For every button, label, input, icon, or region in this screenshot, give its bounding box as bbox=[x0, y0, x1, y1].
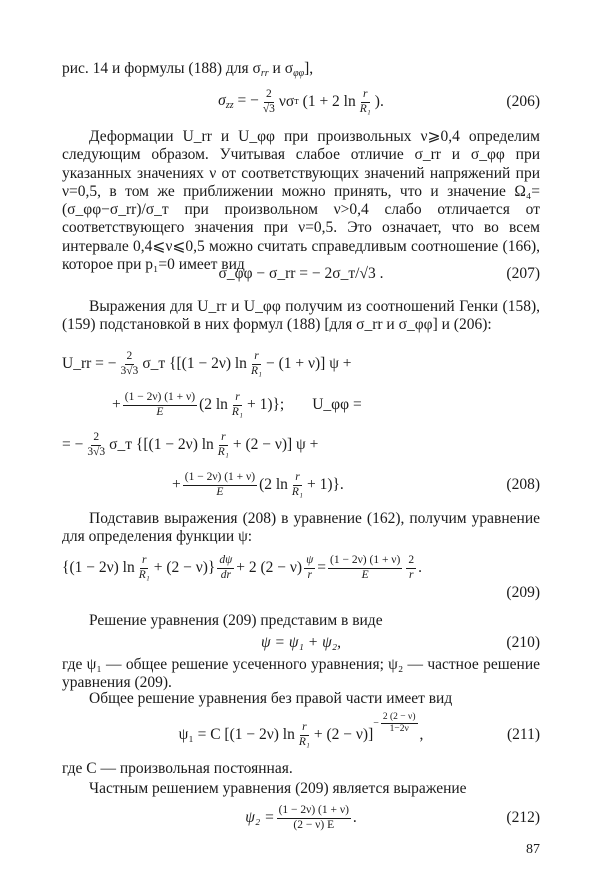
den: R₁ bbox=[298, 735, 310, 748]
equation-number: (210) bbox=[506, 633, 540, 651]
num: r bbox=[140, 554, 148, 568]
equation-209: {(1 − 2ν) ln $\frac{r}{\text{R₁}}$ + (2 − ν)} $\frac{d\psi}{dr}$ + 2 (2 − ν) $\frac{\psi}{r}$ = $\frac{(1 - 2\nu) (1 + \nu)}{E}$ $\frac{2}{r}$ . bbox=[62, 554, 422, 581]
sym: σ_т {[(1 − 2ν) ln bbox=[109, 435, 214, 453]
den: 3√3 bbox=[120, 364, 139, 377]
sym: + (2 − ν)} bbox=[153, 558, 216, 576]
den: E bbox=[156, 405, 164, 418]
den: R₁ bbox=[138, 568, 150, 581]
fraction bbox=[85, 431, 107, 458]
equation-number: (208) bbox=[506, 475, 540, 493]
fraction bbox=[261, 88, 277, 115]
sub: φφ bbox=[293, 68, 305, 79]
den: R₁ bbox=[359, 102, 371, 115]
sym: {(1 − 2ν) ln bbox=[62, 558, 135, 576]
sym: σ_φφ − σ_rr = − 2σ_т/√3 . bbox=[218, 264, 384, 282]
den: E bbox=[216, 485, 224, 498]
fraction bbox=[328, 554, 402, 581]
den: R₁ bbox=[231, 405, 243, 418]
sym: ψ = ψ₁ + ψ₂, bbox=[261, 633, 341, 651]
sym: . bbox=[352, 808, 357, 826]
num: r bbox=[361, 88, 369, 102]
fraction bbox=[297, 721, 312, 748]
num: r bbox=[252, 350, 260, 364]
sym: + 1)}. bbox=[306, 475, 344, 493]
sym: (1 + 2 ln bbox=[302, 92, 356, 110]
fraction bbox=[290, 471, 305, 498]
equation-207 bbox=[62, 262, 540, 286]
line-ref bbox=[62, 60, 540, 80]
den: 3√3 bbox=[87, 445, 106, 458]
den: r bbox=[307, 568, 312, 581]
num: dψ bbox=[217, 554, 234, 568]
equation-number: (211) bbox=[507, 725, 540, 743]
sym: + (2 − ν)] ψ + bbox=[232, 435, 319, 453]
equation-number: (209) bbox=[506, 583, 540, 601]
paragraph: Общее решение уравнения без правой части имеет вид bbox=[89, 690, 453, 707]
sym: + 2 (2 − ν) bbox=[236, 558, 303, 576]
num: (1 − 2ν) (1 + ν) bbox=[123, 391, 197, 405]
text: ], bbox=[304, 60, 314, 77]
den: 1−2ν bbox=[389, 723, 409, 734]
num: 2 bbox=[264, 88, 274, 102]
fraction bbox=[249, 350, 264, 377]
fraction bbox=[406, 554, 416, 581]
equation-208-line-4: + $\frac{(1 - 2\nu) (1 + \nu)}{E}$ (2 ln $\frac{r}{\text{R₁}}$ + 1)}. (208) bbox=[172, 471, 540, 498]
num: 2 bbox=[406, 554, 416, 568]
paragraph: Подставив выражения (208) в уравнение (162), получим уравнение для определения функции ψ: bbox=[62, 510, 540, 546]
equation-number: (207) bbox=[506, 264, 540, 282]
equation-number: (206) bbox=[506, 92, 540, 110]
den: r bbox=[408, 568, 414, 581]
sym: = − bbox=[233, 92, 259, 110]
text: рис. 14 и формулы (188) для σ bbox=[62, 60, 261, 77]
equation-208-line-1 bbox=[62, 346, 540, 382]
num: (1 − 2ν) (1 + ν) bbox=[183, 471, 257, 485]
sym: (2 ln bbox=[259, 475, 288, 493]
sub: zz bbox=[225, 100, 234, 112]
sym: νσ bbox=[278, 92, 295, 110]
equation-number: (212) bbox=[506, 808, 540, 826]
den: R₁ bbox=[250, 364, 262, 377]
sym: = − bbox=[62, 435, 84, 453]
sym: + (2 − ν)] bbox=[313, 725, 374, 743]
sym: ψ₁ = C [(1 − 2ν) ln bbox=[178, 725, 295, 743]
text: и σ bbox=[268, 60, 294, 77]
den: E bbox=[361, 568, 369, 581]
fraction bbox=[230, 391, 245, 418]
num: r bbox=[219, 431, 227, 445]
fraction bbox=[358, 88, 373, 115]
fraction bbox=[216, 431, 231, 458]
fraction bbox=[137, 554, 152, 581]
num: (1 − 2ν) (1 + ν) bbox=[277, 804, 351, 818]
equation-206 bbox=[62, 84, 540, 120]
num: ψ bbox=[304, 554, 315, 568]
sym: ψ₂ = bbox=[245, 808, 275, 826]
equation-210 bbox=[62, 632, 540, 654]
fraction bbox=[277, 804, 351, 831]
paragraph: Частным решением уравнения (209) является выражение bbox=[89, 780, 467, 797]
sym: σ bbox=[218, 92, 226, 110]
paragraph: Решение уравнения (209) представим в виде bbox=[89, 612, 383, 629]
fraction bbox=[217, 554, 234, 581]
den: R₁ bbox=[291, 485, 303, 498]
paragraph: Выражения для U_rr и U_φφ получим из соотношений Генки (158), (159) подстановкой в них формул (188) [для σ_rr и σ_φφ] и (206): bbox=[62, 298, 540, 334]
num: (1 − 2ν) (1 + ν) bbox=[328, 554, 402, 568]
num: 2 bbox=[91, 431, 101, 445]
paragraph: где C — произвольная постоянная. bbox=[62, 760, 293, 777]
equation-208-line-3 bbox=[62, 425, 540, 465]
sym: − (1 + ν)] ψ + bbox=[265, 354, 352, 372]
num: 2 bbox=[125, 350, 135, 364]
sym: , bbox=[419, 725, 424, 743]
sym: ). bbox=[374, 92, 384, 110]
num: 2 (2 − ν) bbox=[382, 712, 416, 722]
fraction bbox=[304, 554, 315, 581]
den: R₁ bbox=[217, 445, 229, 458]
page-number: 87 bbox=[526, 842, 540, 857]
equation-209-number-row bbox=[62, 583, 540, 603]
sym: U_φφ = bbox=[312, 395, 362, 413]
den: √3 bbox=[262, 102, 275, 115]
fraction bbox=[123, 391, 197, 418]
num: r bbox=[233, 391, 241, 405]
sym: σ_т {[(1 − 2ν) ln bbox=[142, 354, 247, 372]
paragraph: Деформации U_rr и U_φφ при произвольных ν⩾0,4 определим следующим образом. Учитывая слабое отличие σ_rr и σ_φφ при указанных значениях ν от соответствующих значений напряжений при ν=0,5, в том же приближении можно принять, что и значение Ω₄=(σ_φφ−σ_rr)/σ_т при произвольном ν>0,4 слабо отличается от соответствующего значения при ν=0,5. Это означает, что во всем интервале 0,4⩽ν⩽0,5 можно считать справедливым соотношение (166), которое при p₁=0 имеет вид bbox=[62, 128, 540, 273]
equation-208-line-2: + $\frac{(1 - 2\nu) (1 + \nu)}{E}$ (2 ln $\frac{r}{\text{R₁}}$ + 1)}; U_φφ = bbox=[112, 391, 362, 418]
den: (2 − ν) E bbox=[293, 818, 335, 831]
exponent-fraction bbox=[381, 712, 418, 735]
fraction bbox=[119, 350, 141, 377]
sym: U_rr = − bbox=[62, 354, 117, 372]
paragraph: где ψ₁ — общее решение усеченного уравнения; ψ₂ — частное решение уравнения (209). bbox=[62, 656, 540, 692]
num: r bbox=[300, 721, 308, 735]
equation-212 bbox=[62, 798, 540, 838]
sub: rr bbox=[260, 68, 269, 79]
equation-211: ψ₁ = C [(1 − 2ν) ln $\frac{r}{\text{R₁}}$ + (2 − ν)] − $\frac{2 (2 - \nu)}{1-2\nu}$ , (211) bbox=[178, 712, 540, 748]
den: dr bbox=[220, 568, 231, 581]
sym: (2 ln bbox=[199, 395, 228, 413]
sub: т bbox=[294, 96, 299, 108]
sym: = bbox=[317, 558, 327, 576]
fraction bbox=[183, 471, 257, 498]
sym: + 1)}; bbox=[246, 395, 285, 413]
num: r bbox=[293, 471, 301, 485]
